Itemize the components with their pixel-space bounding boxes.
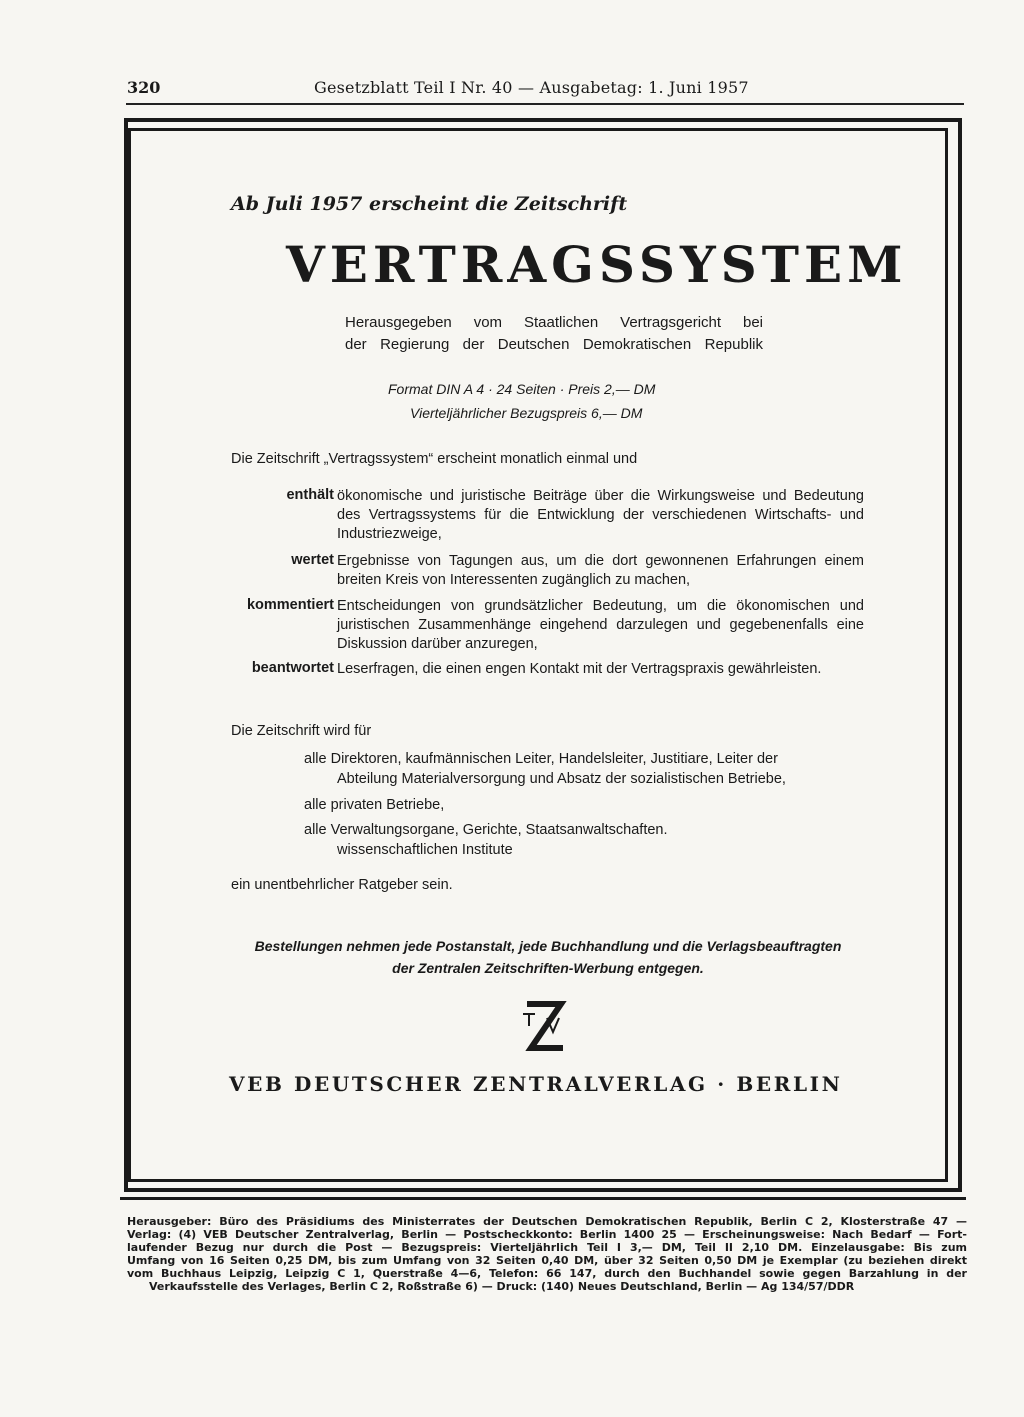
imprint-line: Herausgeber: Büro des Präsidiums des Ministerrates der Deutschen Demokratischen Republik, Berlin C 2, Klosterstraße 47 — xyxy=(127,1215,967,1228)
audience-lead: alle Verwaltungsorgane, Gerichte, Staatsanwaltschaften. xyxy=(304,822,668,838)
journal-title: VERTRAGSSYSTEM xyxy=(286,235,908,294)
activity-text: ökonomische und juristische Beiträge über die Wirkungsweise und Bedeutung des Vertragssystems für die Entwicklung der verschiedenen Wirtschafts- und Industriezweige, xyxy=(337,488,864,542)
running-title: Gesetzblatt Teil I Nr. 40 — Ausgabetag: 1. Juni 1957 xyxy=(314,78,749,97)
closing-text: ein unentbehrlicher Ratgeber sein. xyxy=(231,877,453,893)
audience-lead: alle privaten Betriebe, xyxy=(304,797,445,813)
imprint-line: laufender Bezug nur durch die Post — Bezugspreis: Vierteljährlich Teil I 3,— DM, Teil II 2,10 DM. Einzelausgabe: Bis zum xyxy=(127,1241,967,1254)
publisher-name: VEB DEUTSCHER ZENTRALVERLAG · BERLIN xyxy=(229,1072,843,1096)
activity-verb: kommentiert xyxy=(246,597,334,613)
activity-verb: beantwortet xyxy=(251,660,334,676)
audience-cont: Abteilung Materialversorgung und Absatz der sozialistischen Betriebe, xyxy=(337,771,786,787)
audience-cont: wissenschaftlichen Institute xyxy=(337,842,513,858)
activity-verb: wertet xyxy=(291,552,334,568)
audience-item xyxy=(304,795,864,815)
audience-intro: Die Zeitschrift wird für xyxy=(231,723,372,739)
activity-text: Entscheidungen von grundsätzlicher Bedeutung, um die ökonomischen und juristischen Zusammenhänge eingehend darzulegen und gegebenenfalls eine Diskussion darüber anzuregen, xyxy=(337,598,864,652)
publisher-logo-icon xyxy=(519,998,567,1056)
order-line: Bestellungen nehmen jede Postanstalt, jede Buchhandlung und die Verlagsbeauftragten xyxy=(254,938,842,954)
header-rule xyxy=(126,103,964,105)
audience-lead: alle Direktoren, kaufmännischen Leiter, Handelsleiter, Justitiare, Leiter der xyxy=(304,751,778,767)
order-note xyxy=(231,935,865,979)
page-number: 320 xyxy=(127,78,161,97)
imprint-line: Verkaufsstelle des Verlages, Berlin C 2, Roßstraße 6) — Druck: (140) Neues Deutschland, Berlin — Ag 134/57/DDR xyxy=(149,1280,855,1293)
ad-base-rule xyxy=(120,1197,966,1200)
format-info xyxy=(388,377,655,425)
ad-tagline: Ab Juli 1957 erscheint die Zeitschrift xyxy=(231,193,628,215)
order-line: der Zentralen Zeitschriften-Werbung entgegen. xyxy=(392,960,704,976)
subscription-line: Vierteljährlicher Bezugspreis 6,— DM xyxy=(410,405,643,421)
audience-item xyxy=(304,749,864,789)
imprint-line: Umfang von 16 Seiten 0,25 DM, bis zum Umfang von 32 Seiten 0,40 DM, über 32 Seiten 0,50 DM je Exemplar (zu beziehen direkt xyxy=(127,1254,967,1267)
audience-item xyxy=(304,820,864,860)
imprint-line: Verlag: (4) VEB Deutscher Zentralverlag, Berlin — Postscheckkonto: Berlin 1400 25 — Erscheinungsweise: Nach Bedarf — Fort- xyxy=(127,1228,967,1241)
imprint-line: vom Buchhaus Leipzig, Leipzig C 1, Querstraße 4—6, Telefon: 66 147, durch den Buchhandel sowie gegen Barzahlung in der xyxy=(127,1267,967,1280)
activity-text: Leserfragen, die einen engen Kontakt mit der Vertragspraxis gewährleisten. xyxy=(337,661,822,677)
activity-verb: enthält xyxy=(286,487,334,503)
editor-line: Herausgegeben vom Staatlichen Vertragsgericht bei xyxy=(345,314,763,331)
editor-note xyxy=(345,312,763,356)
imprint xyxy=(127,1215,967,1293)
intro-text: Die Zeitschrift „Vertragssystem“ erscheint monatlich einmal und xyxy=(231,451,638,467)
page-header xyxy=(0,78,1024,104)
format-line: Format DIN A 4 · 24 Seiten · Preis 2,— DM xyxy=(388,381,656,397)
activity-text: Ergebnisse von Tagungen aus, um die dort gewonnenen Erfahrungen einem breiten Kreis von Interessenten zugänglich zu machen, xyxy=(337,553,864,588)
editor-line: der Regierung der Deutschen Demokratischen Republik xyxy=(345,336,763,353)
